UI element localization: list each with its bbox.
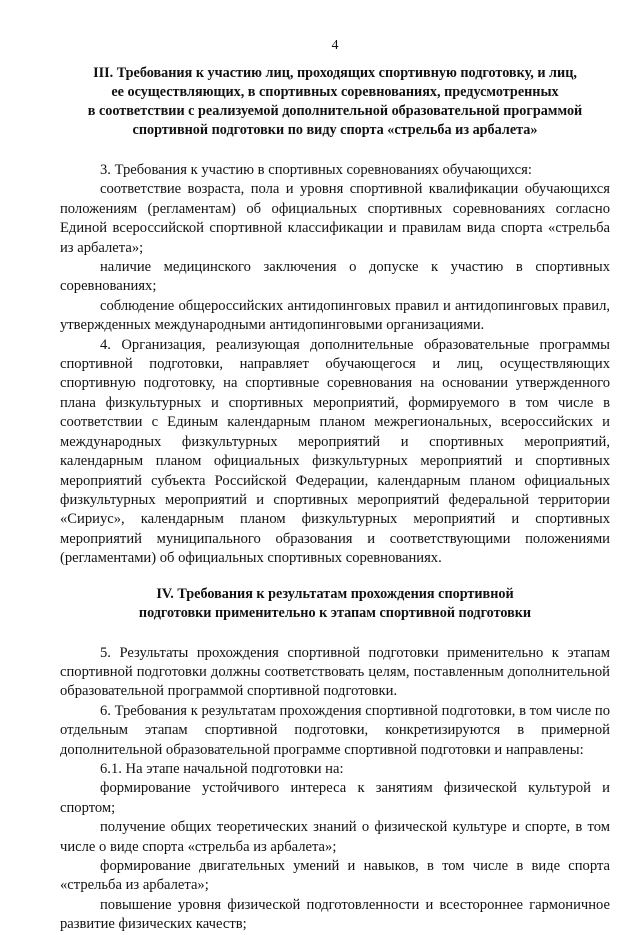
- section-4-heading-line: подготовки применительно к этапам спортивной подготовки: [138, 604, 532, 621]
- paragraph-4: 4. Организация, реализующая дополнительные образовательные программы спортивной подготовки, направляет обучающегося и лиц, осуществляющих спортивную подготовку, на спортивные соревнования на основании утвержденного плана физкультурных и спортивных мероприятий, формируемого в том числе в соответствии с Единым календарным планом межрегиональных, всероссийских и международных физкультурных мероприятий и спортивных мероприятий, календарным планом официальных физкультурных мероприятий и спортивных мероприятий субъекта Российской Федерации, календарным планом официальных физкультурных мероприятий и спортивных мероприятий федеральной территории «Сириус», календарным планом физкультурных мероприятий и спортивных мероприятий муниципального образования и соответствующими положениями (регламентами) об официальных спортивных соревнованиях.: [60, 336, 610, 567]
- paragraph-6-1: 6.1. На этапе начальной подготовки на:: [100, 760, 344, 777]
- section-4-heading-line: IV. Требования к результатам прохождения спортивной: [156, 585, 514, 602]
- paragraph-6: 6. Требования к результатам прохождения спортивной подготовки, в том числе по отдельным этапам спортивной подготовки, конкретизируются в примерной дополнительной образовательной программе спортивной подготовки и направлены:: [60, 702, 610, 758]
- section-4-body: [60, 644, 610, 935]
- section-3-heading-line: III. Требования к участию лиц, проходящих спортивную подготовку, и лиц,: [93, 65, 577, 81]
- paragraph-age-sex-qualification: соответствие возраста, пола и уровня спортивной квалификации обучающихся положениям (регламентам) об официальных спортивных соревнованиях согласно Единой всероссийской спортивной классификации и правилам вида спорта «стрельба из арбалета»;: [60, 181, 610, 256]
- list-item-physical-fitness: повышение уровня физической подготовленности и всестороннее гармоничное развитие физических качеств;: [60, 896, 610, 933]
- paragraph-3: 3. Требования к участию в спортивных соревнованиях обучающихся:: [100, 162, 532, 178]
- paragraph-antidoping: соблюдение общероссийских антидопинговых правил и антидопинговых правил, утвержденных международными антидопинговыми организациями.: [60, 297, 610, 334]
- section-3-heading-line: ее осуществляющих, в спортивных соревнованиях, предусмотренных: [111, 84, 559, 100]
- section-3-heading-line: спортивной подготовки по виду спорта «стрельба из арбалета»: [132, 122, 538, 138]
- section-3-body: [60, 161, 610, 569]
- section-3-heading-line: в соответствии с реализуемой дополнительной образовательной программой: [87, 103, 583, 119]
- list-item-motor-skills: формирование двигательных умений и навыков, в том числе в виде спорта «стрельба из арбалета»;: [60, 858, 610, 894]
- list-item-interest: формирование устойчивого интереса к занятиям физической культурой и спортом;: [60, 780, 610, 816]
- section-3-heading: [60, 64, 610, 140]
- page-number: 4: [331, 38, 339, 53]
- paragraph-5: 5. Результаты прохождения спортивной подготовки применительно к этапам спортивной подготовки должны соответствовать целям, поставленным дополнительной образовательной программой спортивной подготовки.: [60, 644, 610, 700]
- list-item-theory: получение общих теоретических знаний о физической культуре и спорте, в том числе о виде спорта «стрельба из арбалета»;: [60, 819, 610, 855]
- paragraph-medical-certificate: наличие медицинского заключения о допуске к участию в спортивных соревнованиях;: [60, 259, 610, 295]
- section-4-heading: [60, 585, 610, 623]
